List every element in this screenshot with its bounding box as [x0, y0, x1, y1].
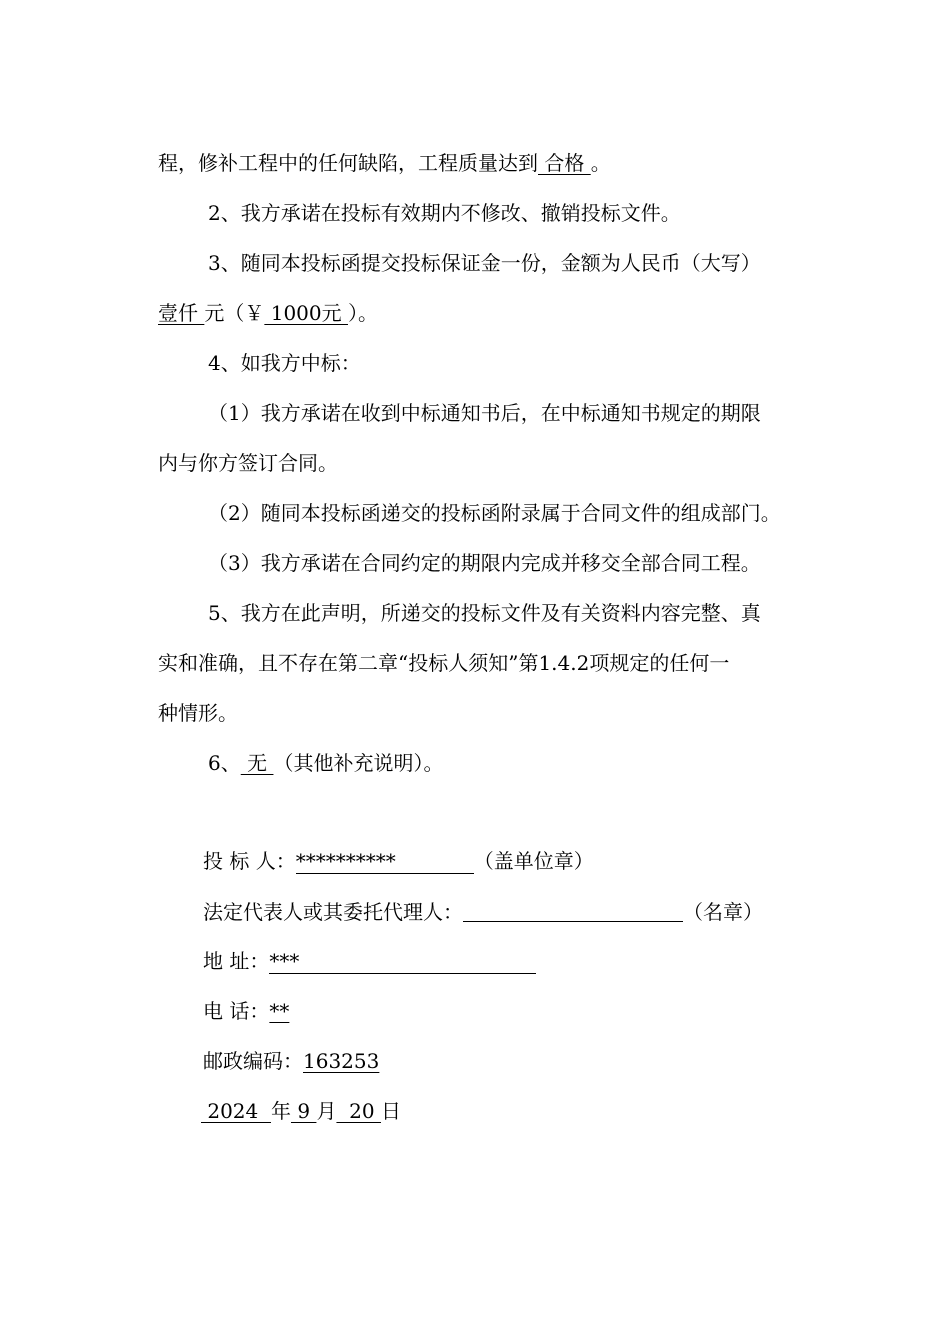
body-line-7: 内与你方签订合同。	[158, 451, 338, 475]
amount-in-words: 壹仟	[158, 301, 205, 325]
body-line-1	[158, 153, 611, 173]
date-month-unit: 月	[316, 1099, 337, 1123]
body-line-5: 4、如我方中标：	[208, 351, 361, 375]
bidder-note: （盖单位章）	[473, 849, 594, 873]
bidder-value: **********	[295, 849, 396, 873]
date-day: 20	[336, 1099, 381, 1123]
body-line-2: 2、我方承诺在投标有效期内不修改、撤销投标文件。	[208, 201, 681, 225]
address-label: 地 址：	[203, 949, 270, 973]
supplement-value: 无	[240, 751, 274, 775]
body-line-4	[158, 303, 378, 323]
bidder-field	[296, 851, 474, 874]
representative-label: 法定代表人或其委托代理人：	[203, 900, 463, 924]
body-line-12: 种情形。	[158, 701, 238, 725]
address-field	[269, 951, 536, 974]
date-year-unit: 年	[270, 1099, 291, 1123]
phone-value: **	[269, 999, 290, 1023]
body-line-13	[208, 753, 443, 773]
phone-label: 电 话：	[203, 999, 270, 1023]
representative-line	[203, 901, 763, 922]
body-text: （其他补充说明）。	[273, 751, 444, 775]
body-line-8: （2）随同本投标函递交的投标函附录属于合同文件的组成部门。	[208, 501, 781, 525]
body-line-10: 5、我方在此声明，所递交的投标文件及有关资料内容完整、真	[208, 601, 761, 625]
representative-note: （名章）	[683, 900, 763, 924]
body-text: 元（￥	[204, 301, 265, 325]
body-line-9: （3）我方承诺在合同约定的期限内完成并移交全部合同工程。	[208, 551, 761, 575]
body-line-3: 3、随同本投标函提交投标保证金一份，金额为人民币（大写）	[208, 251, 761, 275]
body-line-6: （1）我方承诺在收到中标通知书后，在中标通知书规定的期限	[208, 401, 761, 425]
address-value: ***	[269, 949, 300, 973]
date-year: 2024	[201, 1099, 271, 1123]
body-text: 。	[590, 151, 611, 175]
postcode-line	[203, 1051, 379, 1071]
body-text: 程，修补工程中的任何缺陷，工程质量达到	[158, 151, 538, 175]
phone-line	[203, 1001, 289, 1021]
postcode-value: 163253	[303, 1049, 380, 1073]
date-month: 9	[290, 1099, 317, 1123]
body-text: 6、	[208, 751, 241, 775]
postcode-label: 邮政编码：	[203, 1049, 303, 1073]
bidder-line	[203, 851, 594, 874]
amount-in-figures: 1000元	[264, 301, 348, 325]
body-text: ）。	[347, 301, 378, 325]
quality-value: 合格	[538, 151, 591, 175]
date-day-unit: 日	[380, 1099, 401, 1123]
representative-field	[463, 901, 683, 922]
bidder-label: 投 标 人：	[203, 849, 296, 873]
date-line	[201, 1101, 401, 1121]
body-line-11: 实和准确，且不存在第二章“投标人须知”第1.4.2项规定的任何一	[158, 651, 730, 675]
address-line	[203, 951, 536, 974]
